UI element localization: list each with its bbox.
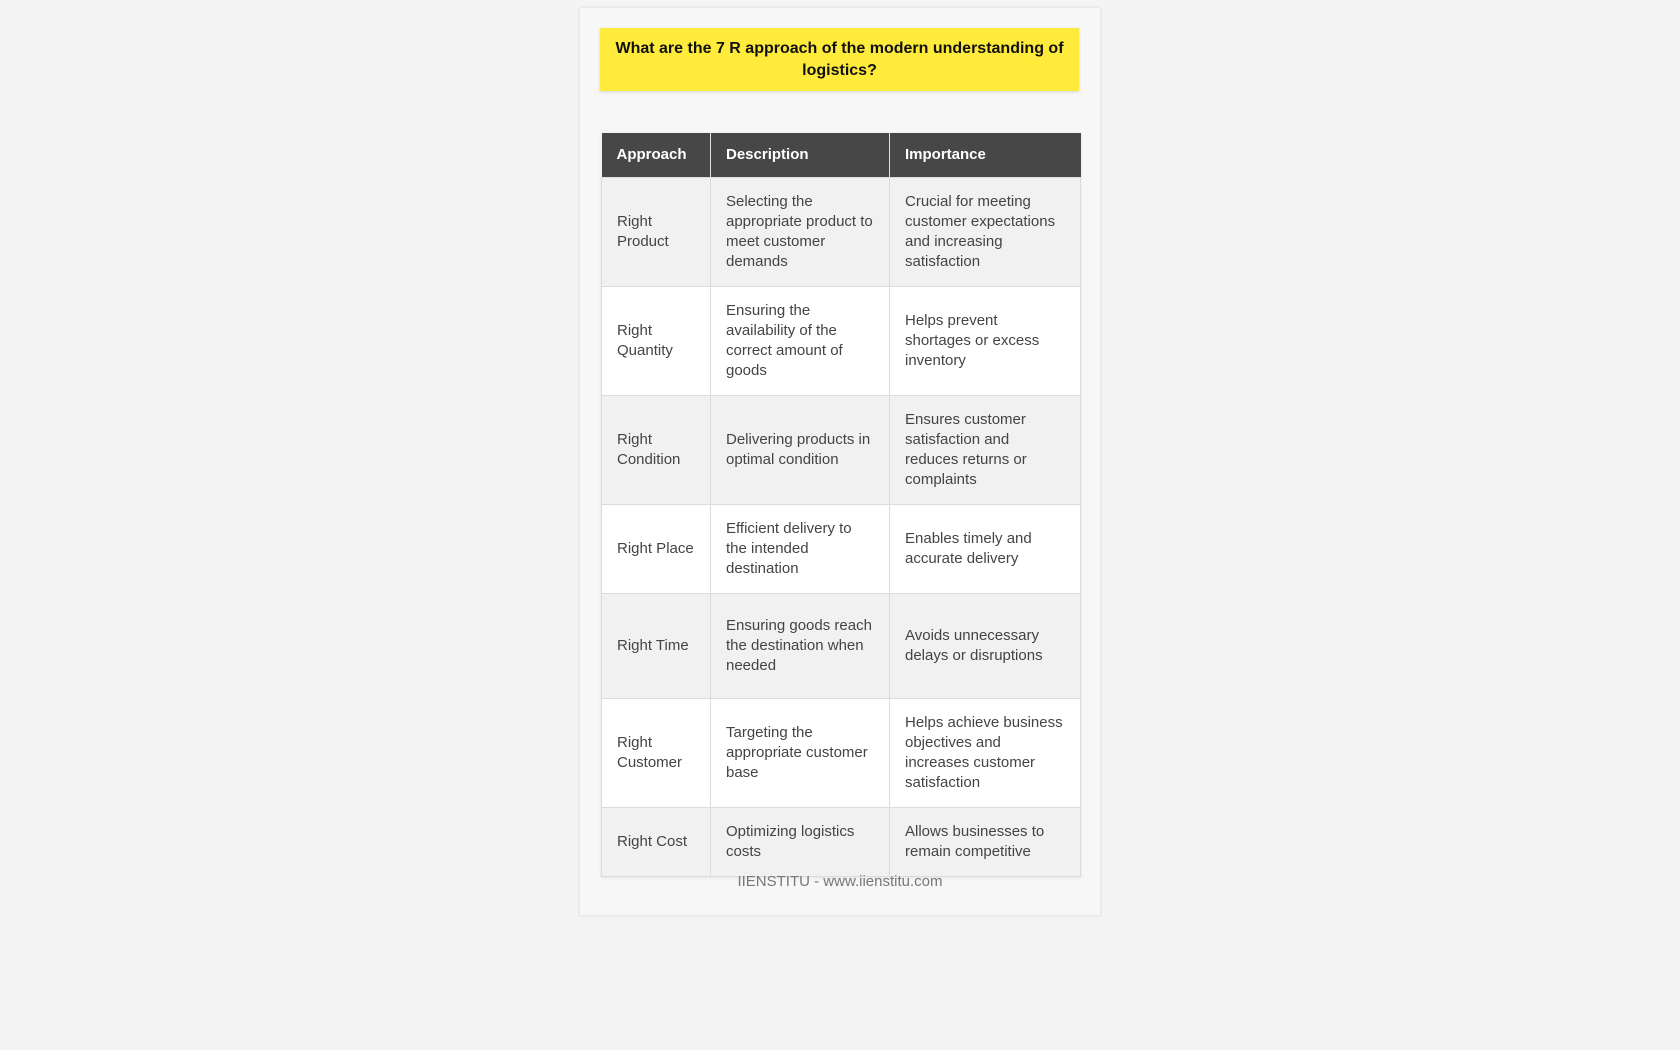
table-row [602,593,1081,698]
cell-approach: Right Condition [602,395,711,504]
column-header-importance: Importance [890,133,1081,177]
table-row [602,395,1081,504]
seven-r-table [601,133,1081,877]
cell-description: Efficient delivery to the intended destination [711,504,890,593]
column-header-description: Description [711,133,890,177]
content-card [580,8,1100,915]
cell-description: Targeting the appropriate customer base [711,698,890,807]
table-row [602,698,1081,807]
cell-approach: Right Place [602,504,711,593]
table-row [602,504,1081,593]
cell-approach: Right Customer [602,698,711,807]
cell-importance: Helps achieve business objectives and increases customer satisfaction [890,698,1081,807]
cell-importance: Allows businesses to remain competitive [890,807,1081,876]
cell-approach: Right Product [602,177,711,286]
page-title: What are the 7 R approach of the modern understanding of logistics? [615,39,1064,79]
cell-description: Selecting the appropriate product to meet customer demands [711,177,890,286]
cell-description: Optimizing logistics costs [711,807,890,876]
table-row [602,286,1081,395]
table-row [602,177,1081,286]
table-header-row [602,133,1081,177]
cell-importance: Helps prevent shortages or excess inventory [890,286,1081,395]
cell-importance: Enables timely and accurate delivery [890,504,1081,593]
cell-importance: Ensures customer satisfaction and reduces returns or complaints [890,395,1081,504]
cell-importance: Avoids unnecessary delays or disruptions [890,593,1081,698]
cell-description: Delivering products in optimal condition [711,395,890,504]
title-banner [600,28,1079,91]
cell-approach: Right Quantity [602,286,711,395]
cell-description: Ensuring the availability of the correct amount of goods [711,286,890,395]
table-row [602,807,1081,876]
cell-approach: Right Cost [602,807,711,876]
cell-description: Ensuring goods reach the destination when needed [711,593,890,698]
cell-importance: Crucial for meeting customer expectations and increasing satisfaction [890,177,1081,286]
column-header-approach: Approach [602,133,711,177]
footer-credit: IIENSTITU - www.iienstitu.com [737,873,943,890]
cell-approach: Right Time [602,593,711,698]
